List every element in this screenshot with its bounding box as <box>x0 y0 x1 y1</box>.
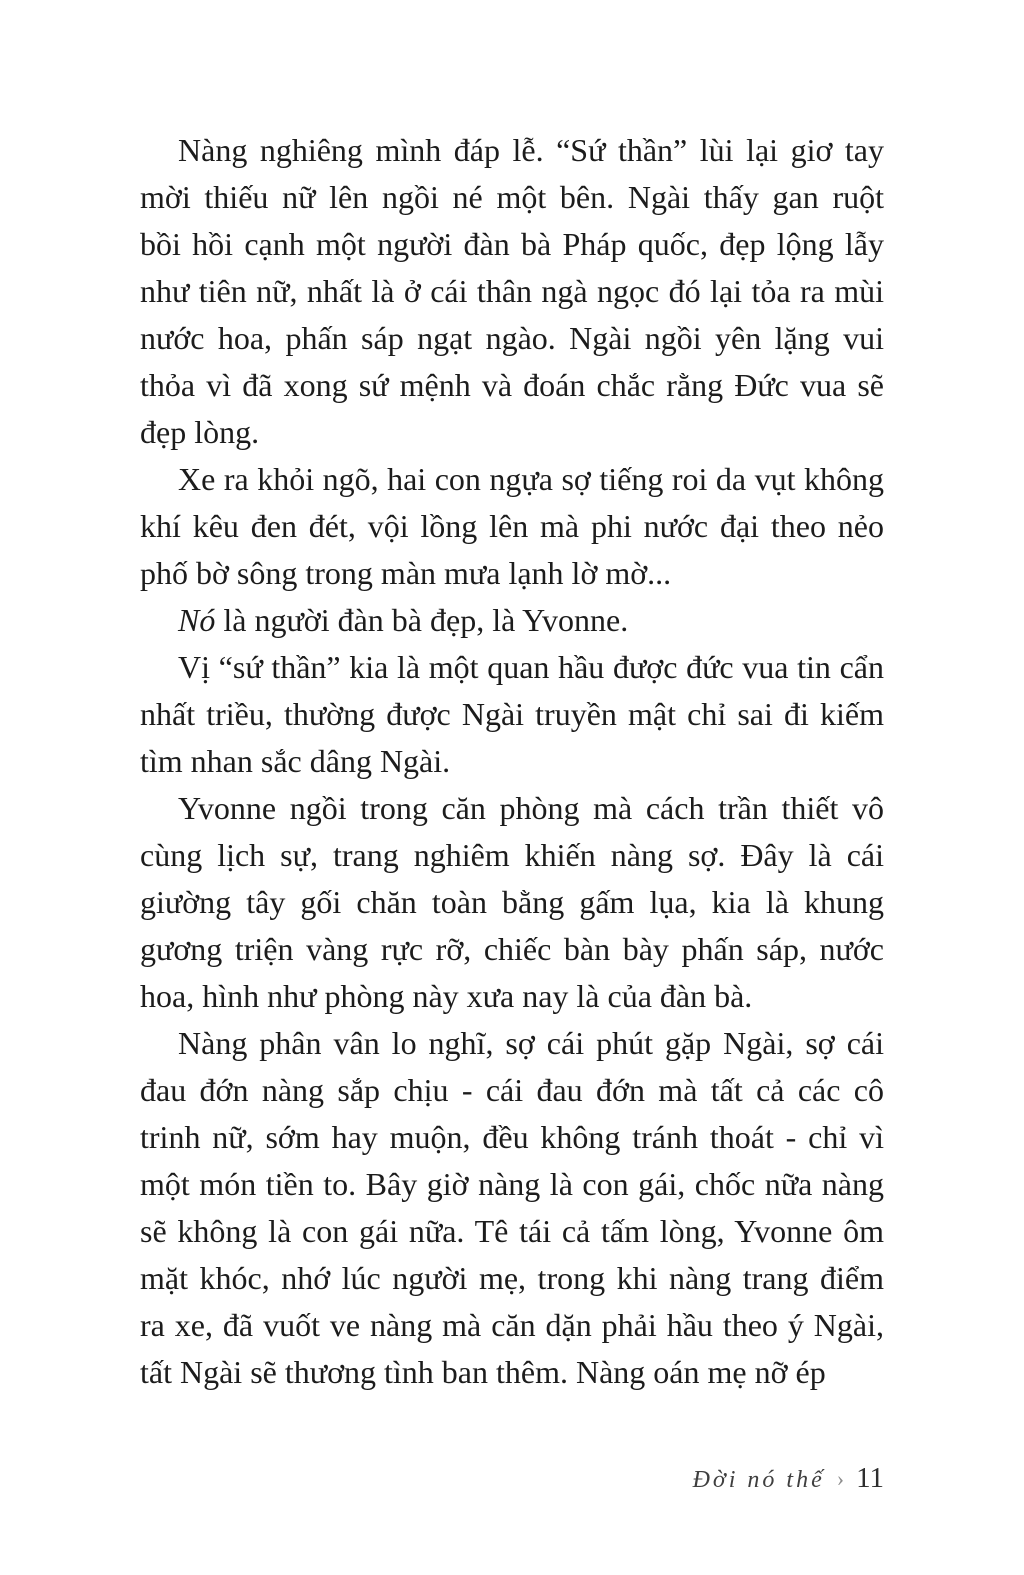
text-line: ra xe, đã vuốt ve nàng mà căn dặn phải hầu theo ý Ngài, <box>140 1307 884 1343</box>
text-line: nhất triều, thường được Ngài truyền mật chỉ sai đi kiếm <box>140 696 884 732</box>
text-line: mời thiếu nữ lên ngồi né một bên. Ngài thấy gan ruột <box>140 179 884 215</box>
text-line: sẽ không là con gái nữa. Tê tái cả tấm lòng, Yvonne ôm <box>140 1213 884 1249</box>
text-line: cùng lịch sự, trang nghiêm khiến nàng sợ. Đây là cái <box>140 837 884 873</box>
paragraph <box>140 1020 884 1396</box>
text-line: Xe ra khỏi ngõ, hai con ngựa sợ tiếng roi da vụt không <box>178 461 884 497</box>
text-line: hoa, hình như phòng này xưa nay là của đàn bà. <box>140 978 753 1014</box>
paragraph <box>140 644 884 785</box>
text-block <box>140 127 884 1396</box>
text-line: bồi hồi cạnh một người đàn bà Pháp quốc, đẹp lộng lẫy <box>140 226 884 262</box>
text-line: Nàng phân vân lo nghĩ, sợ cái phút gặp Ngài, sợ cái <box>178 1025 884 1061</box>
text-line: tất Ngài sẽ thương tình ban thêm. Nàng oán mẹ nỡ ép <box>140 1354 826 1390</box>
text-line: nước hoa, phấn sáp ngạt ngào. Ngài ngồi yên lặng vui <box>140 320 884 356</box>
text-line: Yvonne ngồi trong căn phòng mà cách trần thiết vô <box>178 790 884 826</box>
footer-separator-icon: › <box>836 1466 845 1491</box>
text-line: mặt khóc, nhớ lúc người mẹ, trong khi nàng trang điểm <box>140 1260 884 1296</box>
text-segment: là người đàn bà đẹp, là Yvonne. <box>215 602 629 638</box>
paragraph <box>140 597 884 644</box>
paragraph <box>140 127 884 456</box>
text-line: khí kêu đen đét, vội lồng lên mà phi nước đại theo nẻo <box>140 508 884 544</box>
text-line: trinh nữ, sớm hay muộn, đều không tránh thoát - chỉ vì <box>140 1119 884 1155</box>
page-number: 11 <box>856 1462 884 1494</box>
text-line: thỏa vì đã xong sứ mệnh và đoán chắc rằng Đức vua sẽ <box>140 367 884 403</box>
text-line: đẹp lòng. <box>140 414 260 450</box>
text-line: đau đớn nàng sắp chịu - cái đau đớn mà tất cả các cô <box>140 1072 884 1108</box>
page-footer <box>693 1462 884 1495</box>
running-title: Đời nó thế <box>692 1467 825 1493</box>
paragraph <box>140 456 884 597</box>
text-line: phố bờ sông trong màn mưa lạnh lờ mờ... <box>140 555 672 591</box>
text-line: tìm nhan sắc dâng Ngài. <box>140 743 451 779</box>
text-line <box>140 597 884 644</box>
text-line: như tiên nữ, nhất là ở cái thân ngà ngọc đó lại tỏa ra mùi <box>140 273 884 309</box>
text-line: Nàng nghiêng mình đáp lễ. “Sứ thần” lùi lại giơ tay <box>178 132 884 168</box>
text-line: một món tiền to. Bây giờ nàng là con gái, chốc nữa nàng <box>140 1166 884 1202</box>
text-line: giường tây gối chăn toàn bằng gấm lụa, kia là khung <box>140 884 884 920</box>
paragraph <box>140 785 884 1020</box>
text-line: Vị “sứ thần” kia là một quan hầu được đức vua tin cẩn <box>178 649 884 685</box>
text-line: gương triện vàng rực rỡ, chiếc bàn bày phấn sáp, nước <box>140 931 884 967</box>
italic-text-segment: Nó <box>178 602 216 638</box>
